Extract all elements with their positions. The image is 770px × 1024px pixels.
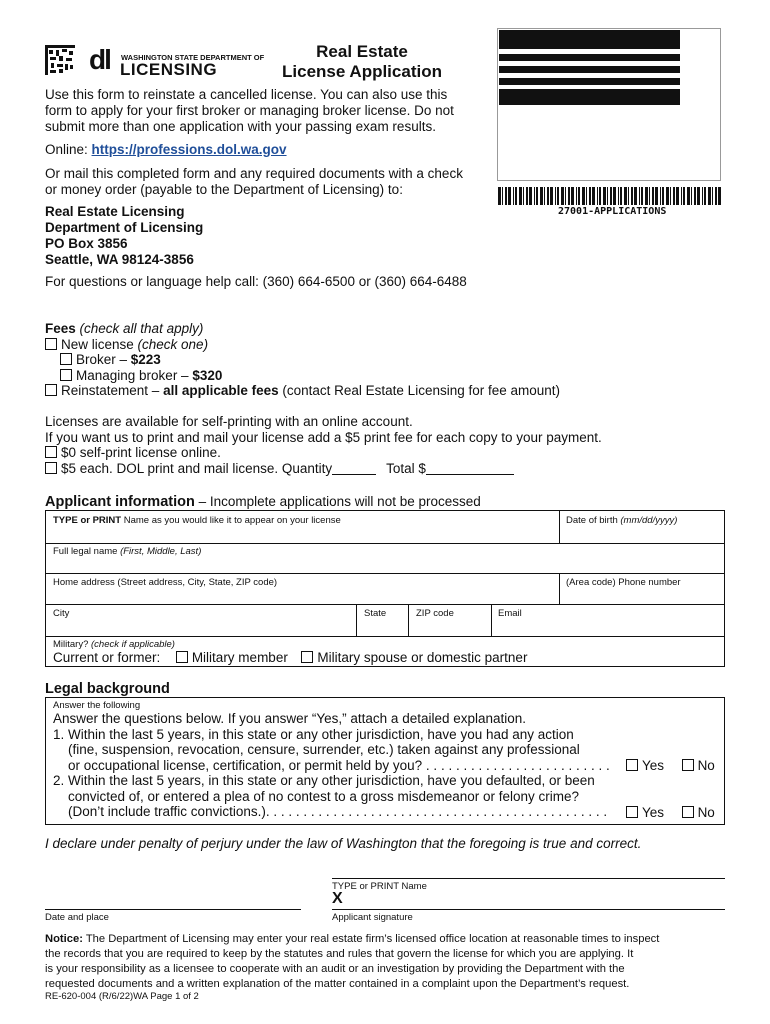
applicant-info-table (45, 510, 725, 667)
mail-print-label: $5 each. DOL print and mail license. Quantity (61, 460, 333, 476)
q2-yes-checkbox[interactable] (626, 806, 638, 818)
current-former-label: Current or former: (53, 650, 161, 665)
print-section (45, 414, 602, 476)
military-spouse-checkbox[interactable] (301, 651, 313, 663)
q2-yes-label: Yes (642, 805, 665, 820)
date-place-field[interactable] (45, 891, 301, 909)
date-place-line (45, 909, 301, 910)
barcode (497, 187, 721, 205)
new-license-checkbox[interactable] (45, 338, 57, 350)
home-address-label: Home address (Street address, City, State, ZIP code) (53, 577, 278, 588)
address-line-3: PO Box 3856 (45, 236, 128, 251)
signature-field[interactable] (350, 890, 725, 908)
notice (45, 932, 659, 992)
self-print-label: $0 self-print license online. (61, 445, 221, 460)
q1-no-label: No (697, 758, 715, 773)
q1-yes-label: Yes (642, 758, 665, 773)
q1-line-1: 1. Within the last 5 years, in this state or any other jurisdiction, have you had any action (53, 726, 574, 742)
email-field[interactable] (493, 620, 723, 635)
q1-line-2: (fine, suspension, revocation, censure, surrender, etc.) taken against any professional (68, 742, 580, 757)
q2-line-3: (Don’t include traffic convictions.). . . . . . . . . . . . . . . . . . . . . . . . . . . . . . . . . . . . . . . . . . . . . . (68, 804, 608, 819)
fees-section (45, 321, 560, 399)
q1-yes-checkbox[interactable] (626, 759, 638, 771)
form-footer: RE-620-004 (R/6/22)WA Page 1 of 2 (45, 991, 199, 1002)
dob-field[interactable] (561, 527, 723, 542)
zip-label: ZIP code (416, 608, 454, 619)
print-line-2: If you want us to print and mail your license add a $5 print fee for each copy to your payment. (45, 429, 602, 445)
print-line-1: Licenses are available for self-printing with an online account. (45, 414, 413, 429)
q2-no-checkbox[interactable] (682, 806, 694, 818)
military-label: Military? (check if applicable) (53, 639, 175, 650)
fees-title-note: (check all that apply) (75, 321, 204, 336)
dept-big-text: LICENSING (120, 60, 218, 79)
signature-line (332, 909, 725, 910)
mail-print-checkbox[interactable] (45, 462, 57, 474)
phone-field[interactable] (561, 589, 723, 603)
name-label: TYPE or PRINT Name as you would like it to appear on your license (53, 515, 341, 526)
q1-line-3: or occupational license, certification, or permit held by you? . . . . . . . . . . . . . . . . . . . . . . . . . (68, 757, 610, 773)
online-line (45, 142, 287, 158)
applicant-signature-label: Applicant signature (332, 912, 413, 923)
managing-broker-checkbox[interactable] (60, 369, 72, 381)
city-field[interactable] (47, 620, 355, 635)
military-options (53, 650, 527, 666)
applicant-title: Applicant information (45, 494, 195, 510)
reinstatement-bold: all applicable fees (163, 383, 279, 398)
q2-answers (626, 805, 715, 821)
fees-title: Fees (45, 321, 76, 336)
title-line-1: Real Estate (316, 42, 408, 61)
broker-label: Broker – (76, 352, 131, 367)
type-name-line (332, 878, 725, 879)
signature-x: X (332, 890, 343, 907)
broker-checkbox[interactable] (60, 353, 72, 365)
managing-broker-label: Managing broker – (76, 367, 193, 383)
notice-line-2: the records that you are required to keep by the statutes and rules that govern the license for which you are applying. It (45, 948, 634, 960)
online-link[interactable]: https://professions.dol.wa.gov (91, 142, 287, 157)
q1-answers (626, 758, 715, 774)
dol-logo (89, 44, 265, 79)
intro-line-3: submit more than one application with your passing exam results. (45, 119, 436, 134)
phone-line: For questions or language help call: (360) 664-6500 or (360) 664-6488 (45, 274, 467, 289)
office-use-box (497, 28, 721, 181)
reinstatement-checkbox[interactable] (45, 384, 57, 396)
broker-fee: $223 (130, 352, 161, 367)
applicant-heading (45, 494, 481, 510)
legal-name-field[interactable] (47, 558, 723, 572)
title-line-2: License Application (282, 62, 442, 81)
address-line-4: Seattle, WA 98124-3856 (45, 252, 194, 267)
intro-line-2: form to apply for your first broker or managing broker license. Do not (45, 103, 454, 118)
reinstatement-note: (contact Real Estate Licensing for fee amount) (278, 383, 561, 398)
form-title (262, 42, 462, 82)
date-place-label: Date and place (45, 912, 109, 923)
barcode-text: 27001-APPLICATIONS (558, 206, 667, 217)
legal-background-box (45, 697, 725, 825)
q2-line-2: convicted of, or entered a plea of no contest to a gross misdemeanor or felony crime? (68, 788, 580, 804)
military-spouse-label: Military spouse or domestic partner (317, 650, 528, 665)
q2-no-label: No (697, 805, 715, 820)
reinstatement-label: Reinstatement – (61, 383, 164, 398)
intro-paragraph (45, 87, 454, 135)
legal-name-label: Full legal name (First, Middle, Last) (53, 546, 202, 557)
state-field[interactable] (358, 620, 407, 635)
legal-title: Legal background (45, 681, 170, 697)
quantity-field[interactable] (332, 462, 376, 475)
dept-small-text: WASHINGTON STATE DEPARTMENT OF (121, 53, 265, 62)
notice-line-4: requested documents and a written explanation of the matter contained in a complaint upon the Department’s request. (45, 978, 630, 990)
mail-paragraph (45, 166, 463, 198)
legal-intro: Answer the questions below. If you answer “Yes,” attach a detailed explanation. (53, 711, 527, 726)
self-print-checkbox[interactable] (45, 446, 57, 458)
dol-logo-mark: dl (89, 44, 110, 75)
phone-label: (Area code) Phone number (566, 577, 681, 588)
declaration: I declare under penalty of perjury under the law of Washington that the foregoing is true and correct. (45, 836, 642, 851)
military-member-label: Military member (191, 650, 288, 665)
type-name-label: TYPE or PRINT Name (332, 881, 427, 892)
notice-label: Notice: (45, 933, 83, 945)
new-license-label: New license (61, 336, 134, 352)
city-label: City (53, 608, 70, 619)
total-field[interactable] (426, 462, 514, 475)
mail-line-2: or money order (payable to the Department of Licensing) to: (45, 182, 403, 197)
address-line-1: Real Estate Licensing (45, 204, 185, 219)
intro-line-1: Use this form to reinstate a cancelled license. You can also use this (45, 87, 448, 102)
dob-label: Date of birth (mm/dd/yyyy) (566, 515, 678, 526)
email-label: Email (498, 608, 522, 619)
notice-line-3: is your responsibility as a licensee to cooperate with an audit or an investigation by providing the Department with the (45, 963, 625, 975)
military-member-checkbox[interactable] (176, 651, 188, 663)
answer-following-label: Answer the following (53, 700, 141, 711)
new-license-note: (check one) (133, 336, 209, 352)
state-label: State (364, 608, 387, 619)
qr-code (45, 45, 75, 75)
mail-line-1: Or mail this completed form and any required documents with a check (45, 166, 463, 181)
applicant-note: – Incomplete applications will not be processed (194, 494, 481, 509)
total-label: Total $ (386, 460, 426, 476)
mailing-address (45, 204, 203, 268)
q1-no-checkbox[interactable] (682, 759, 694, 771)
managing-broker-fee: $320 (192, 367, 223, 383)
zip-field[interactable] (410, 620, 490, 635)
q2-line-1: 2. Within the last 5 years, in this state or any other jurisdiction, have you defaulted, or been (53, 773, 595, 788)
address-line-2: Department of Licensing (45, 220, 204, 235)
home-address-field[interactable] (47, 589, 557, 603)
legal-questions (53, 711, 610, 820)
online-label: Online: (45, 142, 92, 157)
name-field[interactable] (47, 527, 557, 542)
notice-line-1: The Department of Licensing may enter your real estate firm’s licensed office location at reasonable times to inspect (82, 933, 660, 945)
